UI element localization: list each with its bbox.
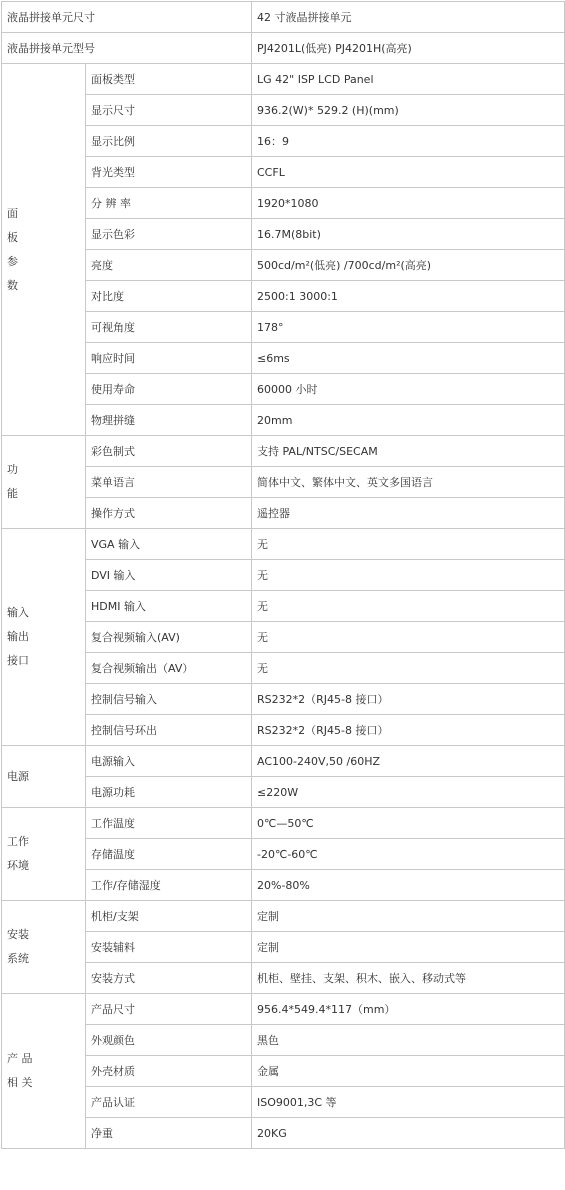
spec-category-line: 相 关 bbox=[7, 1076, 33, 1089]
spec-value: 无 bbox=[252, 560, 565, 591]
spec-label: 工作/存储湿度 bbox=[86, 870, 252, 901]
spec-value: 20%-80% bbox=[252, 870, 565, 901]
table-row bbox=[2, 2, 565, 33]
spec-value: -20℃-60℃ bbox=[252, 839, 565, 870]
spec-category-line: 功 bbox=[7, 463, 18, 476]
spec-value: 机柜、壁挂、支架、积木、嵌入、移动式等 bbox=[252, 963, 565, 994]
table-row bbox=[2, 808, 565, 839]
spec-category bbox=[2, 64, 86, 436]
spec-label: 彩色制式 bbox=[86, 436, 252, 467]
table-row bbox=[2, 529, 565, 560]
spec-value: ≤6ms bbox=[252, 343, 565, 374]
spec-value: 16：9 bbox=[252, 126, 565, 157]
spec-table-body bbox=[2, 2, 565, 1149]
table-row bbox=[2, 281, 565, 312]
table-row bbox=[2, 498, 565, 529]
table-row bbox=[2, 746, 565, 777]
spec-value: 500cd/m²(低亮) /700cd/m²(高亮) bbox=[252, 250, 565, 281]
spec-label: 物理拼缝 bbox=[86, 405, 252, 436]
spec-category-line: 输出 bbox=[7, 630, 29, 643]
spec-label: 机柜/支架 bbox=[86, 901, 252, 932]
spec-label: 对比度 bbox=[86, 281, 252, 312]
spec-label: 产品尺寸 bbox=[86, 994, 252, 1025]
table-row bbox=[2, 250, 565, 281]
spec-label: 使用寿命 bbox=[86, 374, 252, 405]
spec-category-line: 工作 bbox=[7, 835, 29, 848]
spec-value: AC100-240V,50 /60HZ bbox=[252, 746, 565, 777]
spec-value: ≤220W bbox=[252, 777, 565, 808]
spec-category bbox=[2, 436, 86, 529]
spec-category-line: 能 bbox=[7, 487, 18, 500]
spec-label: 控制信号输入 bbox=[86, 684, 252, 715]
spec-category-line: 系统 bbox=[7, 952, 29, 965]
spec-value: 16.7M(8bit) bbox=[252, 219, 565, 250]
spec-value: 定制 bbox=[252, 932, 565, 963]
spec-label: 液晶拼接单元型号 bbox=[2, 33, 252, 64]
spec-category-line: 接口 bbox=[7, 654, 29, 667]
spec-value: 20mm bbox=[252, 405, 565, 436]
spec-value: 956.4*549.4*117（mm） bbox=[252, 994, 565, 1025]
spec-value: 支持 PAL/NTSC/SECAM bbox=[252, 436, 565, 467]
table-row bbox=[2, 188, 565, 219]
spec-value: ISO9001,3C 等 bbox=[252, 1087, 565, 1118]
table-row bbox=[2, 932, 565, 963]
spec-value: CCFL bbox=[252, 157, 565, 188]
table-row bbox=[2, 312, 565, 343]
spec-value: 60000 小时 bbox=[252, 374, 565, 405]
spec-label: 背光类型 bbox=[86, 157, 252, 188]
table-row bbox=[2, 95, 565, 126]
spec-value: 2500:1 3000:1 bbox=[252, 281, 565, 312]
table-row bbox=[2, 994, 565, 1025]
spec-label: 显示色彩 bbox=[86, 219, 252, 250]
spec-label: 产品认证 bbox=[86, 1087, 252, 1118]
spec-value: 1920*1080 bbox=[252, 188, 565, 219]
spec-label: 复合视频输出（AV） bbox=[86, 653, 252, 684]
spec-label: 菜单语言 bbox=[86, 467, 252, 498]
spec-value: 20KG bbox=[252, 1118, 565, 1149]
table-row bbox=[2, 157, 565, 188]
spec-label: 显示比例 bbox=[86, 126, 252, 157]
spec-label: 外观颜色 bbox=[86, 1025, 252, 1056]
table-row bbox=[2, 436, 565, 467]
spec-label: 外壳材质 bbox=[86, 1056, 252, 1087]
table-row bbox=[2, 33, 565, 64]
spec-label: 安装方式 bbox=[86, 963, 252, 994]
spec-value: 178° bbox=[252, 312, 565, 343]
spec-value: RS232*2（RJ45-8 接口） bbox=[252, 715, 565, 746]
table-row bbox=[2, 1025, 565, 1056]
spec-label: 亮度 bbox=[86, 250, 252, 281]
table-row bbox=[2, 64, 565, 95]
spec-category-line: 安装 bbox=[7, 928, 29, 941]
spec-label: 安装辅料 bbox=[86, 932, 252, 963]
spec-category bbox=[2, 529, 86, 746]
spec-value: PJ4201L(低亮) PJ4201H(高亮) bbox=[252, 33, 565, 64]
table-row bbox=[2, 374, 565, 405]
table-row bbox=[2, 870, 565, 901]
spec-label: 控制信号环出 bbox=[86, 715, 252, 746]
spec-category-line: 参 bbox=[7, 254, 18, 268]
table-row bbox=[2, 591, 565, 622]
spec-label: 复合视频输入(AV) bbox=[86, 622, 252, 653]
table-row bbox=[2, 1087, 565, 1118]
spec-label: 显示尺寸 bbox=[86, 95, 252, 126]
spec-label: 净重 bbox=[86, 1118, 252, 1149]
spec-value: 0℃—50℃ bbox=[252, 808, 565, 839]
table-row bbox=[2, 1056, 565, 1087]
spec-value: 遥控器 bbox=[252, 498, 565, 529]
spec-label: 液晶拼接单元尺寸 bbox=[2, 2, 252, 33]
spec-label: DVI 输入 bbox=[86, 560, 252, 591]
table-row bbox=[2, 219, 565, 250]
spec-value: 简体中文、繁体中文、英文多国语言 bbox=[252, 467, 565, 498]
spec-label: 存储温度 bbox=[86, 839, 252, 870]
spec-category bbox=[2, 808, 86, 901]
table-row bbox=[2, 963, 565, 994]
spec-label: 分 辨 率 bbox=[86, 188, 252, 219]
spec-category-line: 环境 bbox=[7, 859, 29, 872]
table-row bbox=[2, 467, 565, 498]
spec-value: RS232*2（RJ45-8 接口） bbox=[252, 684, 565, 715]
table-row bbox=[2, 901, 565, 932]
table-row bbox=[2, 405, 565, 436]
spec-label: 面板类型 bbox=[86, 64, 252, 95]
spec-table bbox=[1, 1, 565, 1149]
spec-category-line: 板 bbox=[7, 230, 18, 244]
spec-label: 操作方式 bbox=[86, 498, 252, 529]
table-row bbox=[2, 560, 565, 591]
spec-label: VGA 输入 bbox=[86, 529, 252, 560]
spec-value: 936.2(W)* 529.2 (H)(mm) bbox=[252, 95, 565, 126]
spec-category bbox=[2, 746, 86, 808]
spec-category-line: 产 品 bbox=[7, 1052, 33, 1065]
table-row bbox=[2, 343, 565, 374]
table-row bbox=[2, 126, 565, 157]
spec-category bbox=[2, 901, 86, 994]
spec-value: 无 bbox=[252, 529, 565, 560]
table-row bbox=[2, 1118, 565, 1149]
spec-category-line: 输入 bbox=[7, 606, 29, 619]
spec-value: LG 42" ISP LCD Panel bbox=[252, 64, 565, 95]
spec-value: 无 bbox=[252, 653, 565, 684]
spec-category-line: 面 bbox=[7, 206, 18, 220]
table-row bbox=[2, 715, 565, 746]
spec-label: HDMI 输入 bbox=[86, 591, 252, 622]
spec-label: 可视角度 bbox=[86, 312, 252, 343]
spec-category bbox=[2, 994, 86, 1149]
table-row bbox=[2, 622, 565, 653]
spec-category-line: 数 bbox=[7, 278, 18, 292]
spec-value: 金属 bbox=[252, 1056, 565, 1087]
spec-value: 无 bbox=[252, 591, 565, 622]
spec-label: 响应时间 bbox=[86, 343, 252, 374]
table-row bbox=[2, 777, 565, 808]
spec-category-line: 电源 bbox=[7, 769, 29, 783]
table-row bbox=[2, 653, 565, 684]
spec-label: 电源功耗 bbox=[86, 777, 252, 808]
spec-label: 电源输入 bbox=[86, 746, 252, 777]
table-row bbox=[2, 684, 565, 715]
table-row bbox=[2, 839, 565, 870]
spec-value: 黑色 bbox=[252, 1025, 565, 1056]
spec-value: 42 寸液晶拼接单元 bbox=[252, 2, 565, 33]
spec-value: 定制 bbox=[252, 901, 565, 932]
spec-label: 工作温度 bbox=[86, 808, 252, 839]
spec-value: 无 bbox=[252, 622, 565, 653]
